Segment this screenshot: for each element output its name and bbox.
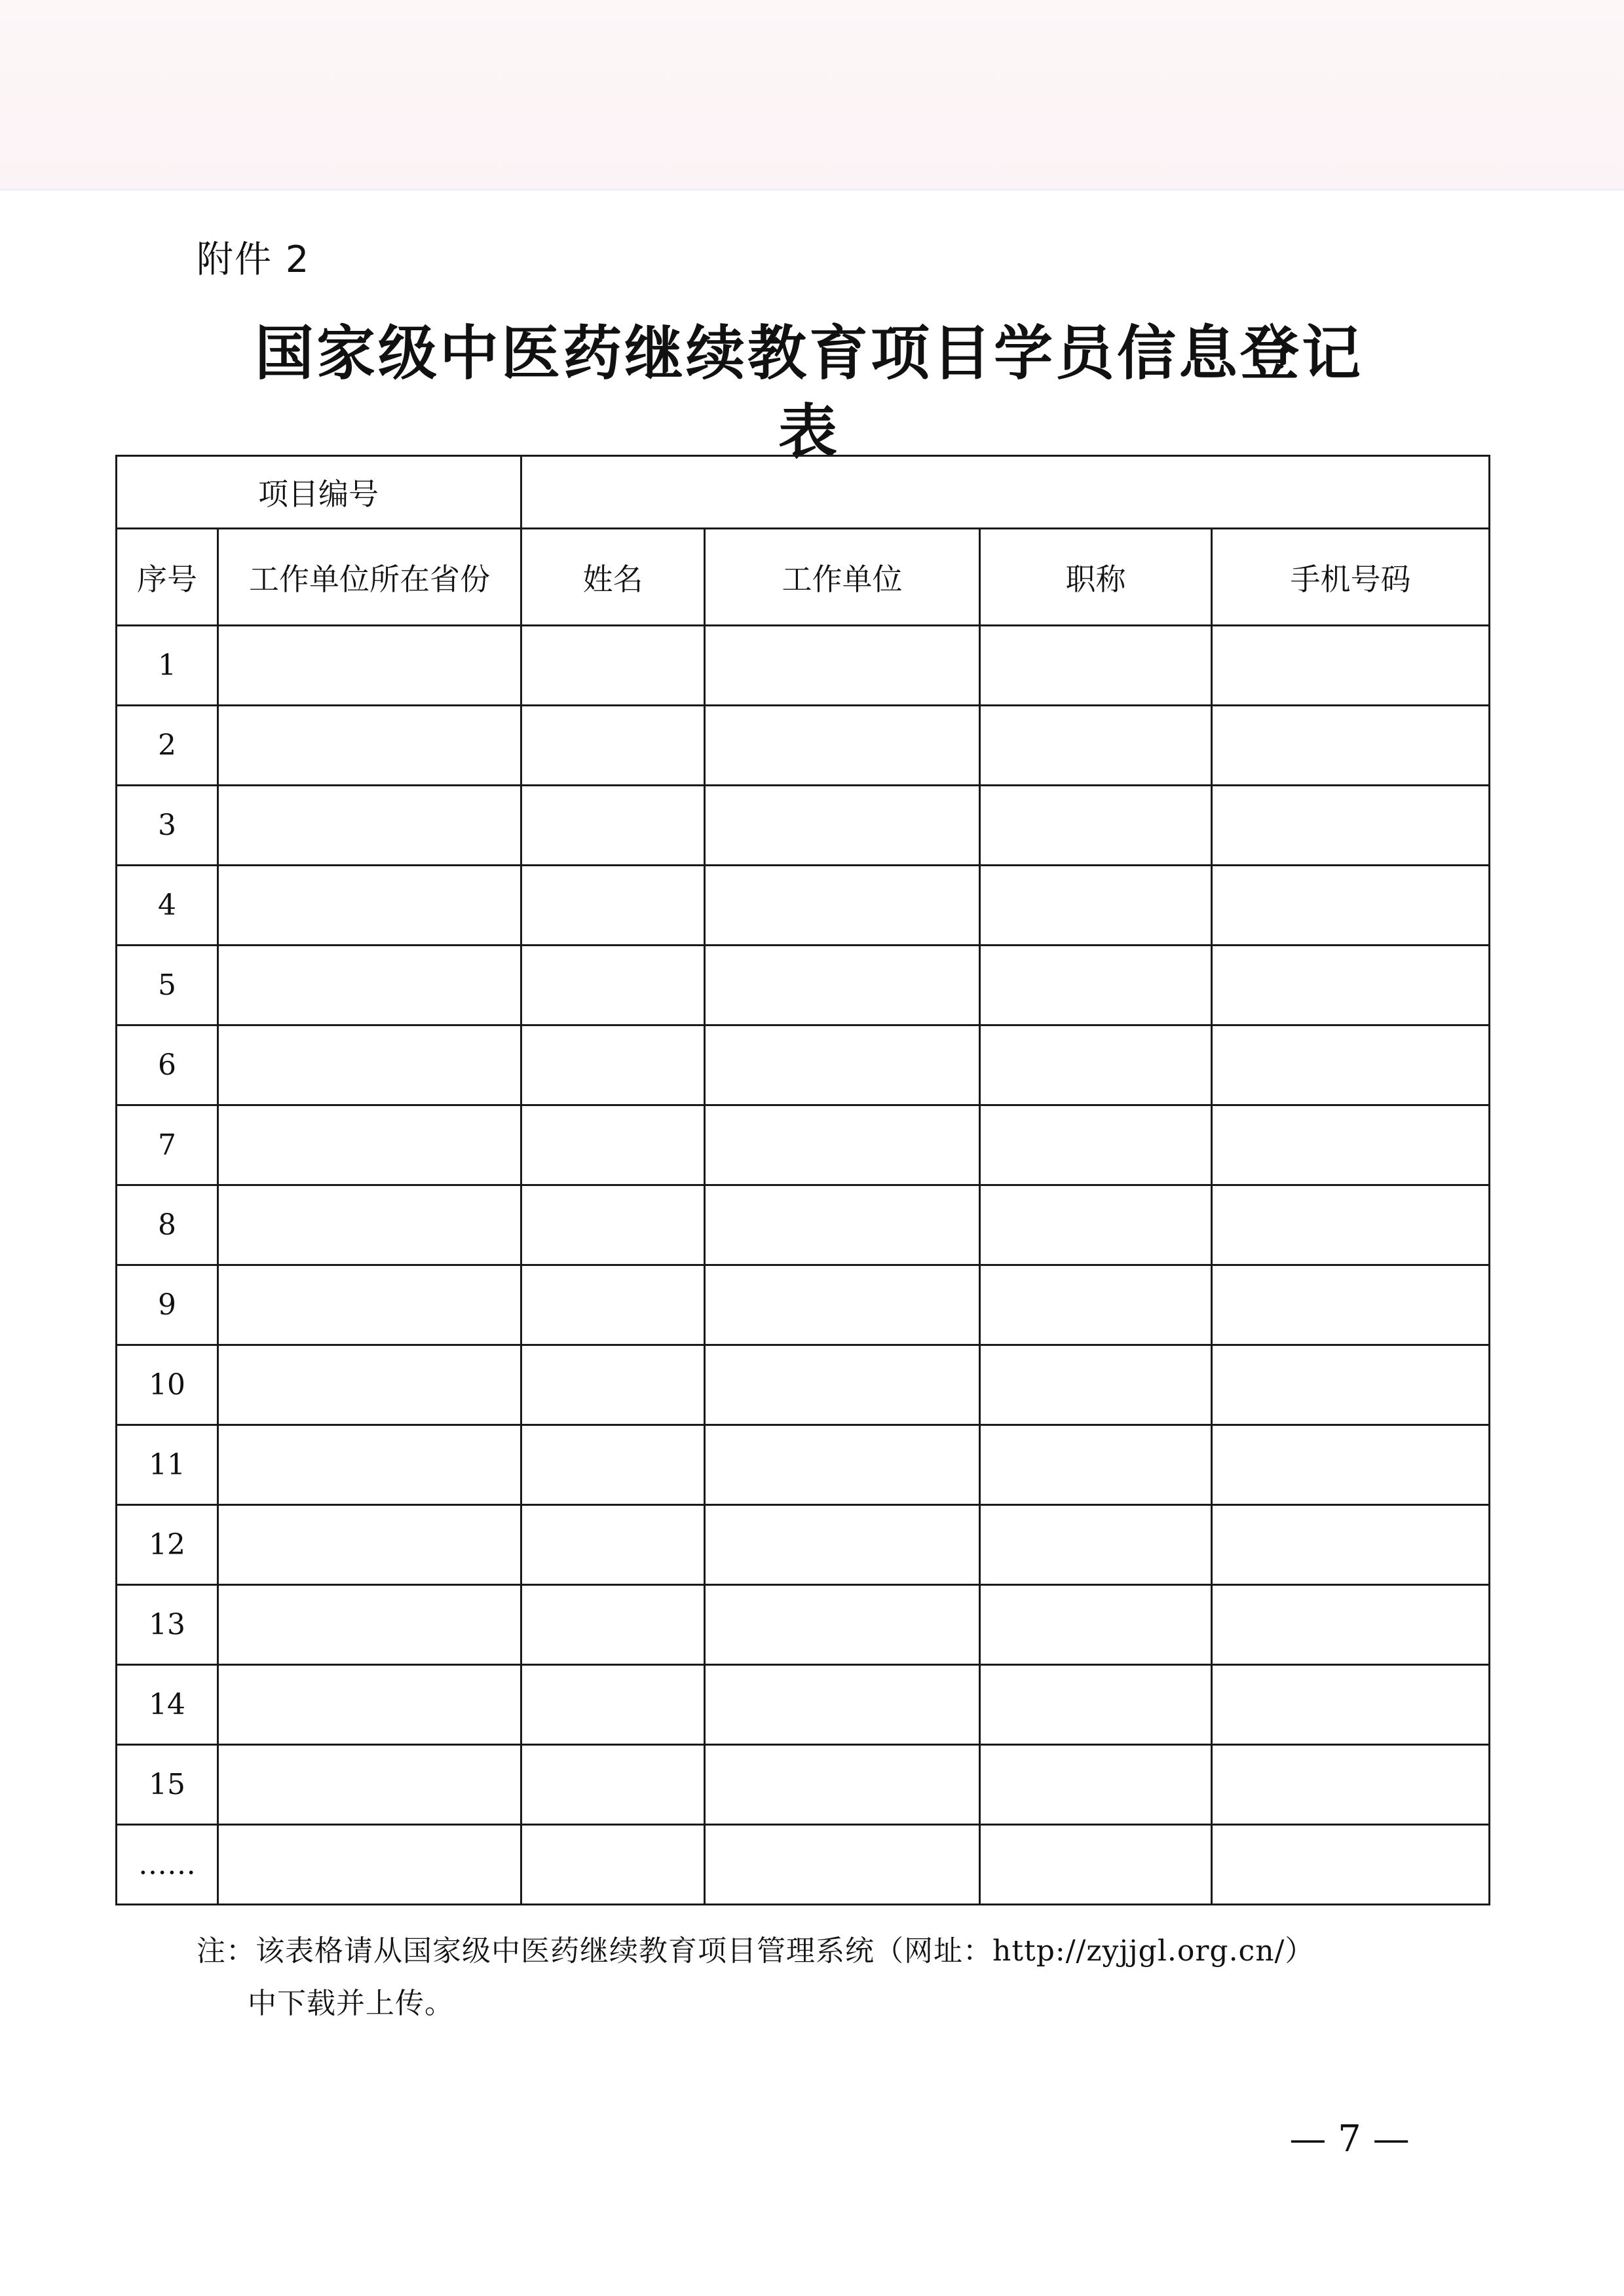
table-row — [117, 786, 1490, 866]
footnote-line-1: 注：该表格请从国家级中医药继续教育项目管理系统（网址：http://zyjjgl.org.cn/） — [197, 1934, 1315, 1968]
title-cell[interactable] — [980, 1585, 1212, 1665]
header-province: 工作单位所在省份 — [218, 529, 521, 626]
name-cell[interactable] — [521, 1745, 705, 1825]
title-cell[interactable] — [980, 1745, 1212, 1825]
title-cell[interactable] — [980, 1105, 1212, 1185]
work-unit-cell[interactable] — [705, 946, 980, 1025]
phone-cell[interactable] — [1212, 1585, 1490, 1665]
table-row — [117, 1105, 1490, 1185]
work-unit-cell[interactable] — [705, 786, 980, 866]
phone-cell[interactable] — [1212, 1105, 1490, 1185]
province-cell[interactable] — [218, 1345, 521, 1425]
row-number: 6 — [117, 1025, 218, 1105]
header-seq: 序号 — [117, 529, 218, 626]
name-cell[interactable] — [521, 1665, 705, 1745]
province-cell[interactable] — [218, 1825, 521, 1905]
row-number: 2 — [117, 706, 218, 786]
page-number: — 7 — — [1289, 2118, 1410, 2160]
work-unit-cell[interactable] — [705, 1105, 980, 1185]
row-number: …… — [117, 1825, 218, 1905]
page-top-shading — [0, 0, 1624, 190]
table-row — [117, 1505, 1490, 1585]
work-unit-cell[interactable] — [705, 1825, 980, 1905]
name-cell[interactable] — [521, 1185, 705, 1265]
name-cell[interactable] — [521, 626, 705, 706]
work-unit-cell[interactable] — [705, 1025, 980, 1105]
name-cell[interactable] — [521, 1105, 705, 1185]
title-cell[interactable] — [980, 1265, 1212, 1345]
table-row — [117, 1585, 1490, 1665]
document-title: 国家级中医药继续教育项目学员信息登记表 — [255, 319, 1363, 467]
row-number: 9 — [117, 1265, 218, 1345]
title-cell[interactable] — [980, 706, 1212, 786]
row-number: 11 — [117, 1425, 218, 1505]
province-cell[interactable] — [218, 706, 521, 786]
work-unit-cell[interactable] — [705, 1585, 980, 1665]
table-row — [117, 866, 1490, 946]
header-title: 职称 — [980, 529, 1212, 626]
phone-cell[interactable] — [1212, 786, 1490, 866]
phone-cell[interactable] — [1212, 706, 1490, 786]
name-cell[interactable] — [521, 1025, 705, 1105]
work-unit-cell[interactable] — [705, 1745, 980, 1825]
province-cell[interactable] — [218, 1185, 521, 1265]
name-cell[interactable] — [521, 1585, 705, 1665]
work-unit-cell[interactable] — [705, 866, 980, 946]
phone-cell[interactable] — [1212, 946, 1490, 1025]
phone-cell[interactable] — [1212, 1185, 1490, 1265]
title-cell[interactable] — [980, 1665, 1212, 1745]
province-cell[interactable] — [218, 626, 521, 706]
province-cell[interactable] — [218, 1745, 521, 1825]
phone-cell[interactable] — [1212, 1505, 1490, 1585]
work-unit-cell[interactable] — [705, 706, 980, 786]
row-number: 15 — [117, 1745, 218, 1825]
work-unit-cell[interactable] — [705, 1505, 980, 1585]
title-cell[interactable] — [980, 946, 1212, 1025]
phone-cell[interactable] — [1212, 866, 1490, 946]
table-row — [117, 626, 1490, 706]
table-row — [117, 706, 1490, 786]
name-cell[interactable] — [521, 1345, 705, 1425]
phone-cell[interactable] — [1212, 1025, 1490, 1105]
province-cell[interactable] — [218, 1265, 521, 1345]
table-row — [117, 1265, 1490, 1345]
row-number: 1 — [117, 626, 218, 706]
header-name: 姓名 — [521, 529, 705, 626]
work-unit-cell[interactable] — [705, 1265, 980, 1345]
row-number: 10 — [117, 1345, 218, 1425]
name-cell[interactable] — [521, 1825, 705, 1905]
table-row — [117, 1185, 1490, 1265]
table-header-row — [117, 529, 1490, 626]
table-row — [117, 1745, 1490, 1825]
row-number: 4 — [117, 866, 218, 946]
name-cell[interactable] — [521, 786, 705, 866]
phone-cell[interactable] — [1212, 1425, 1490, 1505]
phone-cell[interactable] — [1212, 1265, 1490, 1345]
project-number-field[interactable] — [521, 456, 1490, 529]
province-cell[interactable] — [218, 946, 521, 1025]
page-top-rule — [0, 189, 1624, 191]
name-cell[interactable] — [521, 1505, 705, 1585]
row-number: 7 — [117, 1105, 218, 1185]
title-cell[interactable] — [980, 1185, 1212, 1265]
name-cell[interactable] — [521, 866, 705, 946]
footnote — [197, 1925, 1441, 2030]
work-unit-cell[interactable] — [705, 1665, 980, 1745]
project-number-row — [117, 456, 1490, 529]
title-cell[interactable] — [980, 786, 1212, 866]
table-row — [117, 1825, 1490, 1905]
title-cell[interactable] — [980, 1345, 1212, 1425]
phone-cell[interactable] — [1212, 626, 1490, 706]
work-unit-cell[interactable] — [705, 1185, 980, 1265]
table-row — [117, 1025, 1490, 1105]
province-cell[interactable] — [218, 1025, 521, 1105]
phone-cell[interactable] — [1212, 1665, 1490, 1745]
work-unit-cell[interactable] — [705, 626, 980, 706]
title-cell[interactable] — [980, 1025, 1212, 1105]
row-number: 14 — [117, 1665, 218, 1745]
phone-cell[interactable] — [1212, 1745, 1490, 1825]
title-cell[interactable] — [980, 1505, 1212, 1585]
province-cell[interactable] — [218, 1665, 521, 1745]
title-cell[interactable] — [980, 626, 1212, 706]
row-number: 13 — [117, 1585, 218, 1665]
table-row — [117, 1665, 1490, 1745]
table-row — [117, 946, 1490, 1025]
table-row — [117, 1345, 1490, 1425]
attachment-label: 附件 2 — [197, 239, 311, 281]
work-unit-cell[interactable] — [705, 1425, 980, 1505]
footnote-line-2: 中下载并上传。 — [248, 1987, 454, 2020]
province-cell[interactable] — [218, 1425, 521, 1505]
project-number-label: 项目编号 — [117, 456, 521, 529]
row-number: 3 — [117, 786, 218, 866]
name-cell[interactable] — [521, 1265, 705, 1345]
province-cell[interactable] — [218, 1105, 521, 1185]
name-cell[interactable] — [521, 706, 705, 786]
name-cell[interactable] — [521, 1425, 705, 1505]
phone-cell[interactable] — [1212, 1825, 1490, 1905]
name-cell[interactable] — [521, 946, 705, 1025]
title-cell[interactable] — [980, 1825, 1212, 1905]
province-cell[interactable] — [218, 786, 521, 866]
row-number: 8 — [117, 1185, 218, 1265]
header-work-unit: 工作单位 — [705, 529, 980, 626]
title-cell[interactable] — [980, 866, 1212, 946]
phone-cell[interactable] — [1212, 1345, 1490, 1425]
header-phone: 手机号码 — [1212, 529, 1490, 626]
title-cell[interactable] — [980, 1425, 1212, 1505]
row-number: 12 — [117, 1505, 218, 1585]
province-cell[interactable] — [218, 1505, 521, 1585]
province-cell[interactable] — [218, 866, 521, 946]
registration-table — [115, 455, 1490, 1905]
work-unit-cell[interactable] — [705, 1345, 980, 1425]
row-number: 5 — [117, 946, 218, 1025]
table-row — [117, 1425, 1490, 1505]
province-cell[interactable] — [218, 1585, 521, 1665]
